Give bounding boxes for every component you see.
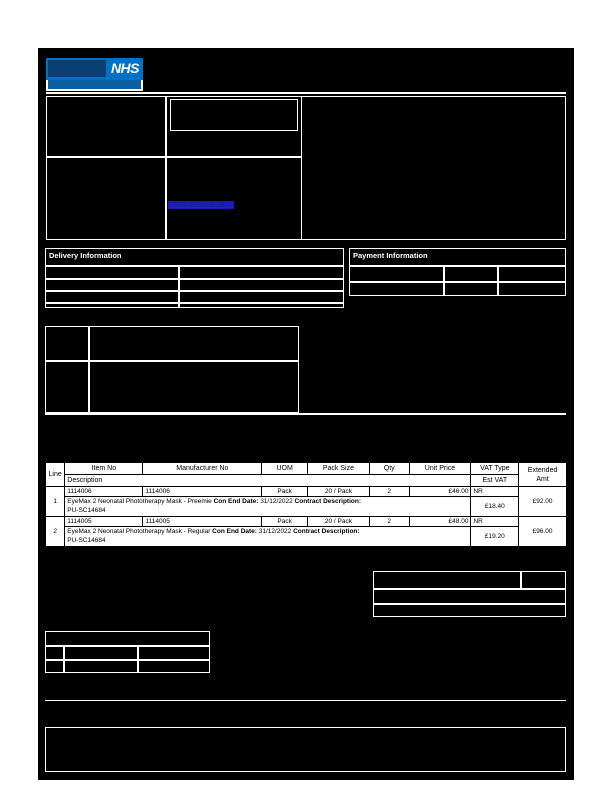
cell-description bbox=[65, 527, 471, 547]
summary-col-divider-1 bbox=[63, 645, 65, 673]
notes-row-divider bbox=[45, 360, 299, 362]
delivery-col-divider bbox=[178, 265, 180, 308]
summary-table bbox=[45, 631, 210, 673]
col-pack-size: Pack Size bbox=[307, 463, 369, 475]
redaction-logo-text bbox=[48, 60, 106, 77]
table-row bbox=[46, 517, 567, 527]
notes-col-divider bbox=[88, 326, 90, 413]
desc-contract-description-label: Contract Description: bbox=[294, 498, 361, 505]
cell-item-no: 1114006 bbox=[65, 487, 143, 497]
desc-contract-code: PU-SC14684 bbox=[67, 536, 106, 544]
col-extended-amt: Extended Amt bbox=[519, 463, 567, 487]
cell-pack-size: 20 / Pack bbox=[307, 487, 369, 497]
delivery-header-divider bbox=[45, 265, 344, 267]
desc-con-end-date-value: 31/12/2022 bbox=[256, 528, 294, 535]
cell-uom: Pack bbox=[262, 517, 308, 527]
table-row-description bbox=[46, 497, 567, 517]
col-uom: UOM bbox=[262, 463, 308, 475]
desc-contract-code: PU-SC14684 bbox=[67, 506, 106, 514]
cell-est-vat: £19.20 bbox=[471, 527, 519, 547]
nhs-logo bbox=[46, 58, 143, 91]
cell-description bbox=[65, 497, 471, 517]
desc-prefix: EyeMax 2 Neonatal Phototherapy Mask - Regular bbox=[67, 528, 213, 535]
cell-qty: 2 bbox=[369, 487, 409, 497]
header-divider bbox=[46, 92, 566, 94]
cell-uom: Pack bbox=[262, 487, 308, 497]
items-table-subheader-row bbox=[46, 475, 567, 487]
payment-information-title: Payment Information bbox=[353, 251, 428, 260]
cell-extended-amt: £96.00 bbox=[519, 517, 567, 547]
cell-qty: 2 bbox=[369, 517, 409, 527]
desc-con-end-date-label: Con End Date: bbox=[213, 498, 259, 505]
cell-extended-amt: £92.00 bbox=[519, 487, 567, 517]
payment-col-divider-2 bbox=[497, 265, 499, 296]
footer-divider bbox=[45, 700, 566, 701]
cell-manufacturer-no: 1114005 bbox=[143, 517, 262, 527]
summary-col-divider-2 bbox=[137, 645, 139, 673]
mid-section-divider bbox=[45, 413, 566, 415]
notes-block bbox=[45, 326, 299, 413]
desc-con-end-date-label: Con End Date: bbox=[212, 528, 257, 535]
desc-prefix: EyeMax 2 Neonatal Phototherapy Mask - Preemie bbox=[67, 498, 214, 505]
table-row bbox=[46, 487, 567, 497]
cell-vat-type: NR bbox=[471, 517, 519, 527]
desc-con-end-date-value: 31/12/2022 bbox=[258, 498, 295, 505]
payment-header-divider bbox=[349, 265, 566, 267]
col-description: Description bbox=[65, 475, 471, 487]
totals-box-subtotal bbox=[373, 571, 521, 589]
nhs-logo-label: NHS bbox=[110, 60, 139, 76]
payment-row-divider bbox=[349, 281, 566, 283]
delivery-row-divider-2 bbox=[45, 290, 344, 292]
cell-manufacturer-no: 1114006 bbox=[143, 487, 262, 497]
contact-email-link[interactable]: www.redacted.nhs.net bbox=[169, 201, 233, 208]
payment-information-box bbox=[349, 248, 566, 296]
summary-row-divider-1 bbox=[45, 645, 210, 647]
col-manufacturer-no: Manufacturer No bbox=[143, 463, 262, 475]
desc-contract-description-label: Contract Description: bbox=[293, 528, 360, 535]
col-est-vat: Est VAT bbox=[471, 475, 519, 487]
payment-col-divider-1 bbox=[443, 265, 445, 296]
supplier-address-box bbox=[46, 96, 166, 240]
cell-item-no: 1114005 bbox=[65, 517, 143, 527]
delivery-row-divider-1 bbox=[45, 278, 344, 280]
order-number-box bbox=[170, 99, 298, 131]
col-qty: Qty bbox=[369, 463, 409, 475]
cell-est-vat: £18.40 bbox=[471, 497, 519, 517]
delivery-row-divider-3 bbox=[45, 302, 344, 304]
cell-pack-size: 20 / Pack bbox=[307, 517, 369, 527]
summary-row-divider-2 bbox=[45, 659, 210, 661]
items-table-header-row bbox=[46, 463, 567, 475]
col-unit-price: Unit Price bbox=[409, 463, 471, 475]
col-vat-type: VAT Type bbox=[471, 463, 519, 475]
terms-box bbox=[45, 727, 566, 772]
table-row-description bbox=[46, 527, 567, 547]
cell-vat-type: NR bbox=[471, 487, 519, 497]
cell-line: 2 bbox=[46, 517, 65, 547]
delivery-information-title: Delivery Information bbox=[49, 251, 122, 260]
totals-divider bbox=[373, 603, 566, 605]
header-row-divider bbox=[46, 156, 302, 158]
col-line: Line bbox=[46, 463, 65, 487]
totals-box-value bbox=[521, 571, 566, 589]
items-table bbox=[45, 462, 567, 547]
col-item-no: Item No bbox=[65, 463, 143, 475]
redaction-trust-name bbox=[48, 80, 141, 89]
cell-unit-price: £46.00 bbox=[409, 487, 471, 497]
cell-unit-price: £48.00 bbox=[409, 517, 471, 527]
cell-line: 1 bbox=[46, 487, 65, 517]
